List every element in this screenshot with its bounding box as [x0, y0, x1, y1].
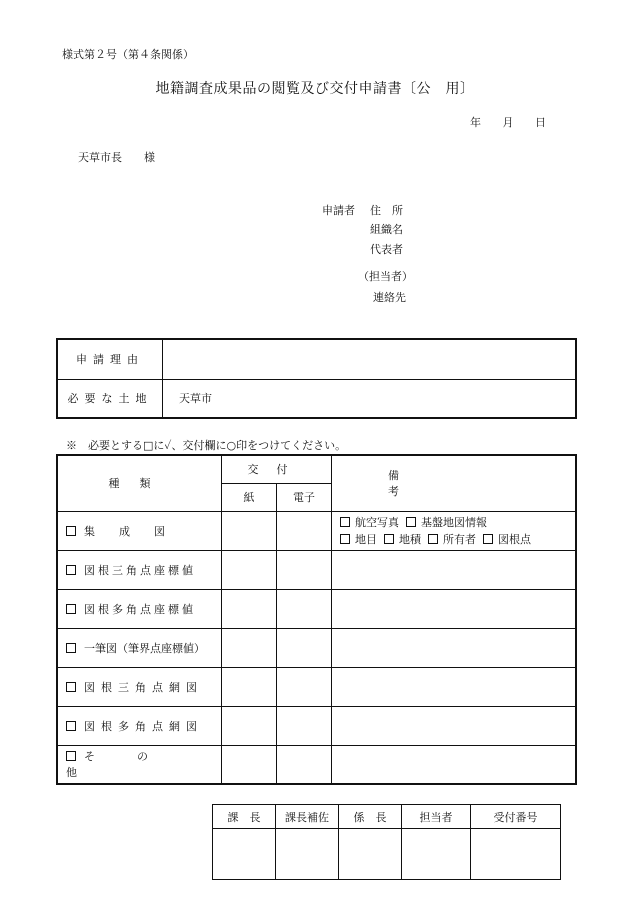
checkbox[interactable] — [66, 751, 76, 761]
digital-cell[interactable] — [277, 667, 332, 706]
checkbox[interactable] — [66, 526, 76, 536]
reason-input[interactable] — [163, 339, 577, 379]
office-header: 担当者 — [402, 805, 471, 829]
contact-person-label[interactable]: （担当者） — [358, 270, 413, 283]
paper-cell[interactable] — [222, 745, 277, 784]
remark-option: 所有者 — [443, 532, 476, 546]
remark-option: 図根点 — [498, 532, 531, 546]
instruction-note: ※ 必要とする□に✓、交付欄に○印をつけてください。 — [66, 439, 347, 452]
land-label: 必要な土地 — [57, 379, 163, 418]
form-number: 様式第２号（第４条関係） — [62, 48, 194, 61]
checkbox[interactable] — [340, 517, 350, 527]
checkbox[interactable] — [483, 534, 493, 544]
digital-cell[interactable] — [277, 589, 332, 628]
item-label: 集成図 — [84, 524, 189, 538]
reason-label: 申請理由 — [57, 339, 163, 379]
checkbox[interactable] — [340, 534, 350, 544]
checkbox[interactable] — [66, 604, 76, 614]
receipt-number-cell[interactable] — [471, 829, 561, 880]
remark-option: 航空写真 — [355, 515, 399, 529]
paper-header: 紙 — [222, 483, 277, 511]
office-header: 係 長 — [339, 805, 402, 829]
remarks-cell — [332, 511, 577, 550]
item-row-5[interactable] — [57, 667, 222, 706]
office-header: 受付番号 — [471, 805, 561, 829]
paper-cell[interactable] — [222, 628, 277, 667]
digital-cell[interactable] — [277, 745, 332, 784]
address-label[interactable]: 住 所 — [370, 204, 403, 217]
item-label: 図根三角点網図 — [84, 680, 203, 694]
digital-cell[interactable] — [277, 550, 332, 589]
digital-header: 電子 — [277, 483, 332, 511]
item-row-4[interactable] — [57, 628, 222, 667]
stamp-cell[interactable] — [213, 829, 276, 880]
representative-label[interactable]: 代表者 — [370, 243, 403, 256]
request-table — [56, 338, 577, 419]
remark-option: 地目 — [355, 532, 377, 546]
remarks-cell[interactable] — [332, 550, 577, 589]
remark-option: 地積 — [399, 532, 421, 546]
digital-cell[interactable] — [277, 628, 332, 667]
issue-header: 交付 — [222, 455, 332, 483]
item-label: 図根多角点座標値 — [84, 602, 196, 616]
addressee: 天草市長 様 — [78, 151, 155, 164]
remarks-header: 備考 — [332, 455, 577, 511]
paper-cell[interactable] — [222, 511, 277, 550]
item-label: 図根多角点網図 — [84, 719, 203, 733]
item-row-7[interactable] — [57, 745, 222, 784]
item-label: 図根三角点座標値 — [84, 563, 196, 577]
land-input[interactable]: 天草市 — [163, 379, 577, 418]
digital-cell[interactable] — [277, 511, 332, 550]
remarks-cell[interactable] — [332, 589, 577, 628]
item-label: 一筆図（筆界点座標値） — [84, 641, 205, 655]
stamp-cell[interactable] — [402, 829, 471, 880]
office-header: 課 長 — [213, 805, 276, 829]
item-row-6[interactable] — [57, 706, 222, 745]
paper-cell[interactable] — [222, 589, 277, 628]
organization-label[interactable]: 組織名 — [370, 223, 403, 236]
form-title: 地籍調査成果品の閲覧及び交付申請書〔公 用〕 — [155, 81, 475, 97]
checkbox[interactable] — [384, 534, 394, 544]
paper-cell[interactable] — [222, 706, 277, 745]
remarks-cell[interactable] — [332, 706, 577, 745]
checkbox[interactable] — [66, 565, 76, 575]
item-row-2[interactable] — [57, 550, 222, 589]
checkbox[interactable] — [406, 517, 416, 527]
checkbox[interactable] — [428, 534, 438, 544]
checkbox[interactable] — [66, 721, 76, 731]
remarks-cell[interactable] — [332, 628, 577, 667]
paper-cell[interactable] — [222, 550, 277, 589]
item-row-3[interactable] — [57, 589, 222, 628]
checkbox[interactable] — [66, 682, 76, 692]
type-header: 種類 — [57, 455, 222, 511]
remarks-cell[interactable] — [332, 667, 577, 706]
remarks-cell[interactable] — [332, 745, 577, 784]
contact-label[interactable]: 連絡先 — [373, 291, 406, 304]
office-use-table — [212, 804, 561, 880]
paper-cell[interactable] — [222, 667, 277, 706]
materials-table — [56, 454, 577, 785]
item-label: その他 — [66, 750, 190, 780]
stamp-cell[interactable] — [339, 829, 402, 880]
digital-cell[interactable] — [277, 706, 332, 745]
checkbox[interactable] — [66, 643, 76, 653]
applicant-label: 申請者 — [322, 204, 355, 217]
office-header: 課長補佐 — [276, 805, 339, 829]
date-field[interactable]: 年 月 日 — [470, 116, 546, 129]
stamp-cell[interactable] — [276, 829, 339, 880]
remark-option: 基盤地図情報 — [421, 515, 487, 529]
item-row-1[interactable] — [57, 511, 222, 550]
